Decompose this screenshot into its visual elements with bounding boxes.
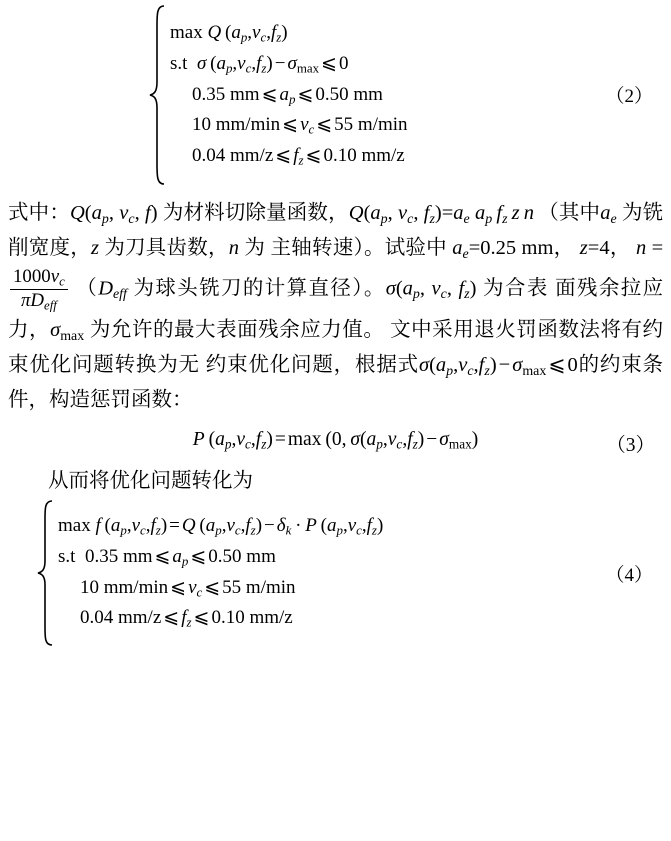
para-text-17: 文中采用退火罚函数法将有约束优化问题转换为无 (8, 318, 664, 376)
para-text-1: 式中： (8, 202, 70, 224)
eq2-line-vc: 10 mm/min ⩽ $v_c$ ⩽ 55 m/min (192, 114, 408, 137)
equation-4-number: （4） (605, 564, 653, 586)
para-text-11: = (651, 237, 664, 260)
para-text-8: 主轴转速）。试验中 (270, 237, 447, 260)
rotation-speed-fraction: $\frac{1000v_c}{\pi D_{eff}}$ (10, 266, 68, 313)
para-text-14: 为合表 (482, 277, 549, 300)
eq4-line-vc: 10 mm/min ⩽ $v_c$ ⩽ 55 m/min (80, 576, 296, 600)
para-text-12: （ (76, 277, 99, 300)
para-text-13: 为球头铣刀的计算直径）。 (133, 277, 386, 300)
para-text-19: 的约束条 (577, 353, 664, 376)
para-text-7: 为 (244, 237, 266, 260)
para-text-16: 为允许的最大表面残余应力值。 (89, 318, 385, 341)
para-text-10: =4， (587, 237, 631, 260)
eq2-line-stress: s.t σ $(a_p,v_c,f_z) - \sigma_{max}$ ⩽ 0 (170, 52, 349, 76)
equation-3-number: （3） (606, 434, 655, 456)
para-text-5: 为铣削宽度， (8, 202, 664, 260)
left-brace-icon-2 (36, 499, 56, 647)
equation-3-block (8, 428, 663, 456)
eq4-line-objective: max f $(a_p,v_c,f_z) = Q$ $(a_p,v_c,f_z) - \delta_k \cdot P$ $(a_p,v_c,f_z)$ (58, 515, 384, 538)
para-text-20: 件，构造惩罚函数： (8, 388, 193, 411)
explanatory-paragraph: 式中：$Q(a_p$, $v_c$, f) 为材料切除量函数，$Q(a_p$, $v_c$, $f_z)=a_e$ $a_p$ $f_z$ z n （其中$a_e$ 为铣削宽度，z 为刀具齿数，n 为 主轴转速）。试验中 $a_e=0.25$ mm， z=4， n = $\frac{1000v_c}{\pi D_{eff}}$ （$D_{eff}$ 为球头铣刀的计算直径）。$\sigma(a_p$, $v_c$, $f_z$) 为合表 面残余拉应力，$\sigma_{max}$ 为允许的最大表面残余应力值。 文中采用退火罚函数法将有约束优化问题转换为无 约束优化问题，根据式$\sigma(a_p,v_c,f_z)-\sigma_{max}⩽0$的约束条 件，构造惩罚函数： (8, 202, 664, 411)
equation-4-block (8, 499, 663, 647)
transition-sentence: 从而将优化问题转化为 (48, 469, 253, 492)
para-text-3: = (441, 202, 454, 224)
para-text-6: 为刀具齿数， (104, 237, 229, 260)
eq4-line-ap: s.t 0.35 mm ⩽ $a_p$ ⩽ 0.50 mm (58, 545, 276, 569)
document-page (0, 4, 671, 841)
equation-2-lines (170, 4, 408, 186)
eq2-line-fz: 0.04 mm/z ⩽ $f_z$ ⩽ 0.10 mm/z (192, 145, 405, 168)
eq4-line-fz: 0.04 mm/z ⩽ $f_z$ ⩽ 0.10 mm/z (80, 607, 293, 631)
para-text-15: 面残余拉应力， (8, 277, 664, 341)
equation-3-expression: P $(a_p,v_c,f_z) = \max (0$, $\sigma(a_p,v_c,f_z) - \sigma_{max}$) (192, 428, 479, 452)
para-text-4: （其中 (538, 202, 601, 224)
para-text-18: 约束优化问题，根据式 (205, 353, 419, 376)
equation-4-lines (58, 499, 383, 647)
para-text-2: 为材料切除量函数， (162, 202, 349, 224)
eq2-line-ap: 0.35 mm ⩽ $a_p$ ⩽ 0.50 mm (192, 83, 383, 107)
equation-2-block (8, 4, 663, 186)
equation-2-number: （2） (605, 86, 653, 107)
para-text-9: =0.25 mm， (468, 237, 575, 260)
left-brace-icon (148, 4, 168, 186)
eq2-line-objective: max Q $(a_p,v_c,f_z)$ (170, 22, 288, 45)
